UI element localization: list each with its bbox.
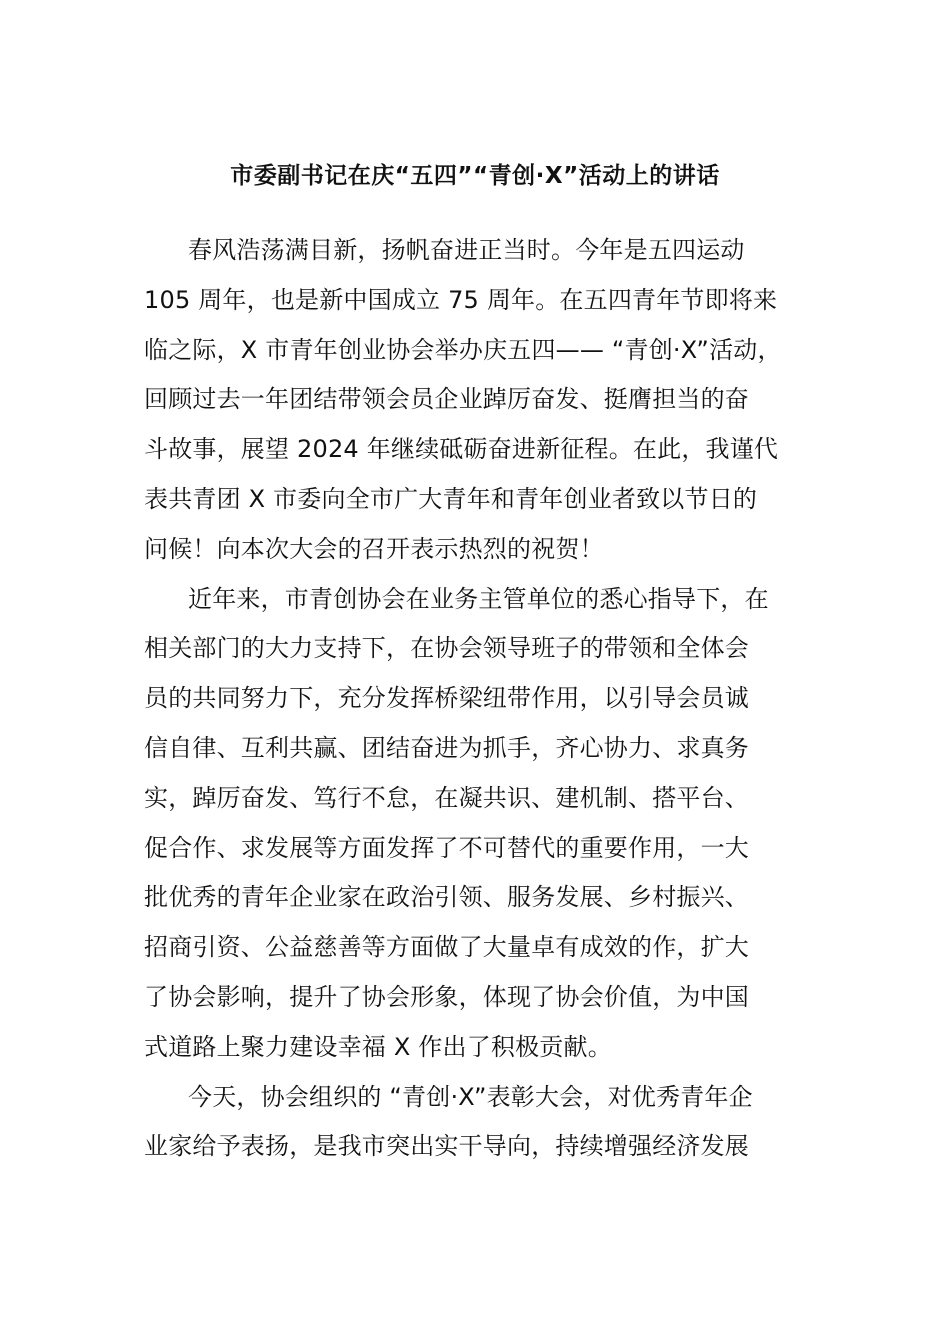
- body-line: 表共青团 X 市委向全市广大青年和青年创业者致以节日的: [144, 484, 758, 513]
- body-line: 问候！向本次大会的召开表示热烈的祝贺！: [144, 534, 604, 563]
- body-line: 招商引资、公益慈善等方面做了大量卓有成效的作，扩大: [144, 933, 749, 962]
- body-line: 今天，协会组织的 “青创·X”表彰大会，对优秀青年企: [188, 1082, 753, 1111]
- body-line: 信自律、互利共赢、团结奋进为抓手，齐心协力、求真务: [144, 733, 749, 762]
- body-line: 临之际，X 市青年创业协会举办庆五四—— “青创·X”活动，: [144, 335, 782, 364]
- body-line: 式道路上聚力建设幸福 X 作出了积极贡献。: [144, 1032, 612, 1061]
- body-line: 春风浩荡满目新，扬帆奋进正当时。今年是五四运动: [188, 236, 745, 264]
- body-line: 了协会影响，提升了协会形象，体现了协会价值，为中国: [144, 982, 749, 1011]
- body-line: 斗故事，展望 2024 年继续砥砺奋进新征程。在此，我谨代: [144, 435, 779, 464]
- body-line: 相关部门的大力支持下，在协会领导班子的带领和全体会: [144, 634, 749, 663]
- body-line: 实，踔厉奋发、笃行不怠，在凝共识、建机制、搭平台、: [144, 783, 749, 812]
- body-line: 促合作、求发展等方面发挥了不可替代的重要作用，一大: [144, 833, 749, 862]
- body-line: 批优秀的青年企业家在政治引领、服务发展、乡村振兴、: [144, 883, 749, 912]
- body-line: 回顾过去一年团结带领会员企业踔厉奋发、挺膺担当的奋: [144, 385, 749, 414]
- document-body: [144, 226, 824, 1172]
- body-line: 业家给予表扬，是我市突出实干导向，持续增强经济发展: [144, 1132, 749, 1161]
- body-line: 105 周年，也是新中国成立 75 周年。在五四青年节即将来: [144, 285, 778, 314]
- body-line: 近年来，市青创协会在业务主管单位的悉心指导下，在: [188, 584, 769, 613]
- body-line: 员的共同努力下，充分发挥桥梁纽带作用，以引导会员诚: [144, 684, 749, 713]
- document-title: 市委副书记在庆“五四”“青创·X”活动上的讲话: [230, 163, 720, 189]
